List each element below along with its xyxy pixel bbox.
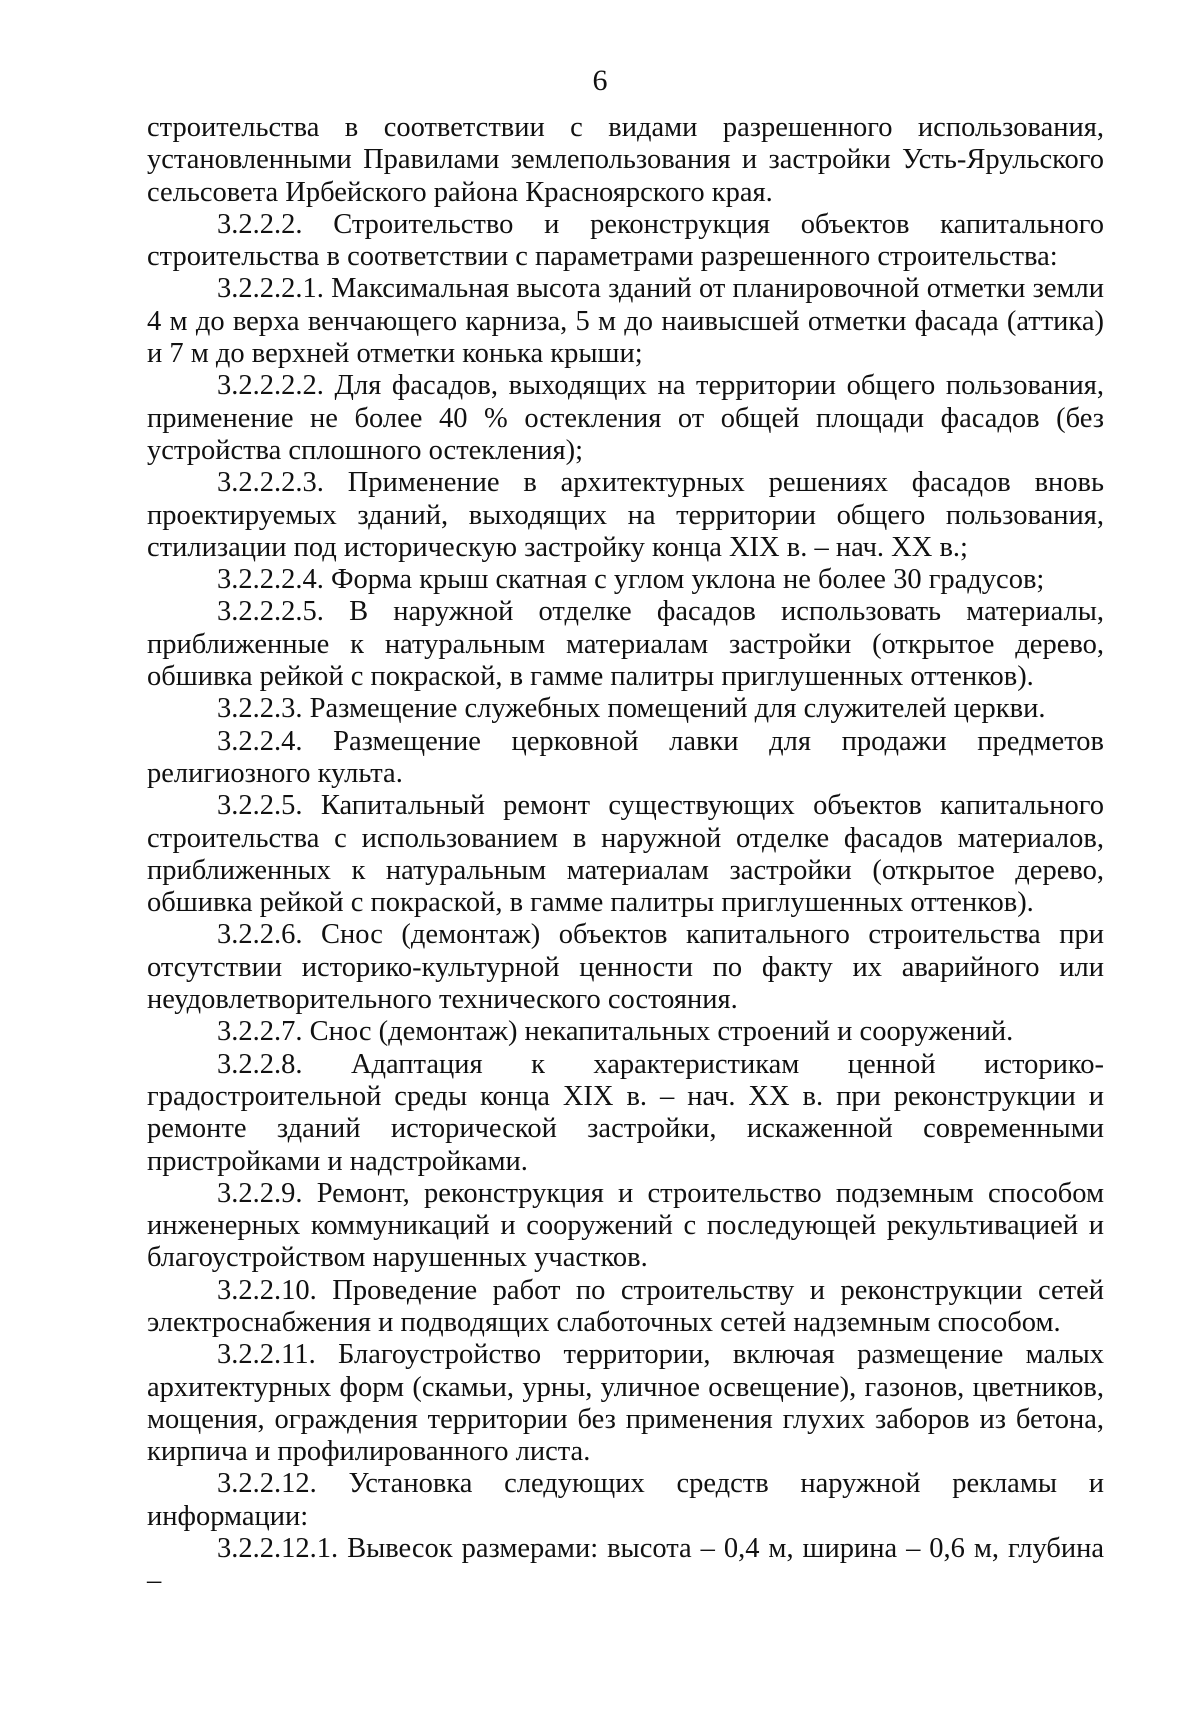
paragraph-number: 3.2.2.2. bbox=[217, 208, 303, 240]
paragraph-number: 3.2.2.6. bbox=[217, 919, 303, 951]
paragraph-3-2-2-7 bbox=[147, 1016, 1104, 1048]
paragraph-text: В наружной отделке фасадов использовать материалы, приближенные к натуральным материалам застройки (открытое дерево, обшивка рейкой с покраской, в гамме палитры приглушенных оттенков). bbox=[147, 596, 1104, 693]
paragraph-3-2-2-12 bbox=[147, 1468, 1104, 1533]
paragraph-text: Благоустройство территории, включая размещение малых архитектурных форм (скамьи, урны, уличное освещение), газонов, цветников, мощения, ограждения территории без применения глухих заборов из бетона, кирпича и профилированного листа. bbox=[147, 1339, 1104, 1468]
paragraph-number: 3.2.2.3. bbox=[217, 693, 303, 725]
paragraph-number: 3.2.2.7. bbox=[217, 1016, 303, 1048]
paragraph-3-2-2-8 bbox=[147, 1049, 1104, 1178]
paragraph-number: 3.2.2.2.2. bbox=[217, 370, 324, 402]
paragraph-3-2-2-10 bbox=[147, 1275, 1104, 1340]
paragraph-number: 3.2.2.12. bbox=[217, 1468, 317, 1500]
paragraph-number: 3.2.2.2.5. bbox=[217, 596, 324, 628]
paragraph-3-2-2-11 bbox=[147, 1339, 1104, 1468]
paragraph-text: Форма крыш скатная с углом уклона не более 30 градусов; bbox=[323, 564, 1045, 596]
paragraph-number: 3.2.2.5. bbox=[217, 790, 303, 822]
paragraph-text: Ремонт, реконструкция и строительство подземным способом инженерных коммуникаций и сооружений с последующей рекультивацией и благоустройством нарушенных участков. bbox=[147, 1177, 1104, 1274]
paragraph-number: 3.2.2.2.4. bbox=[217, 564, 324, 596]
paragraph-number: 3.2.2.2.3. bbox=[217, 467, 324, 499]
document-body bbox=[147, 112, 1104, 1598]
paragraph-number: 3.2.2.9. bbox=[217, 1177, 303, 1209]
paragraph-text: Для фасадов, выходящих на территории общего пользования, применение не более 40 % остекления от общей площади фасадов (без устройства сплошного остекления); bbox=[147, 370, 1104, 466]
paragraph-text: Строительство и реконструкция объектов капитального строительства в соответствии с параметрами разрешенного строительства: bbox=[147, 208, 1104, 273]
paragraph-3-2-2-2-1 bbox=[147, 273, 1104, 370]
paragraph-number: 3.2.2.11. bbox=[217, 1339, 316, 1371]
paragraph-3-2-2-2-2 bbox=[147, 370, 1104, 467]
paragraph-text: Установка следующих средств наружной рекламы и информации: bbox=[147, 1468, 1104, 1532]
paragraph-text: Капитальный ремонт существующих объектов капитального строительства с использованием в наружной отделке фасадов материалов, приближенных к натуральным материалам застройки (открытое дерево, обшивка рейкой с покраской, в гамме палитры приглушенных оттенков). bbox=[147, 790, 1104, 919]
paragraph-text: Применение в архитектурных решениях фасадов вновь проектируемых зданий, выходящих на территории общего пользования, стилизации под историческую застройку конца XIX в. – нач. XX в.; bbox=[147, 467, 1104, 563]
paragraph-text: Проведение работ по строительству и реконструкции сетей электроснабжения и подводящих слаботочных сетей надземным способом. bbox=[147, 1274, 1104, 1338]
paragraph-text: Снос (демонтаж) объектов капитального строительства при отсутствии историко-культурной ценности по факту их аварийного или неудовлетворительного технического состояния. bbox=[147, 919, 1104, 1016]
paragraph-3-2-2-5 bbox=[147, 790, 1104, 919]
paragraph-number: 3.2.2.10. bbox=[217, 1274, 317, 1306]
paragraph-3-2-2-2 bbox=[147, 209, 1104, 274]
paragraph-text: Размещение служебных помещений для служителей церкви. bbox=[302, 693, 1046, 725]
paragraph-3-2-2-4 bbox=[147, 726, 1104, 791]
page-number: 6 bbox=[592, 64, 608, 97]
paragraph-text: Размещение церковной лавки для продажи предметов религиозного культа. bbox=[147, 725, 1104, 789]
paragraph-text: Максимальная высота зданий от планировочной отметки земли 4 м до верха венчающего карниза, 5 м до наивысшей отметки фасада (аттика) и 7 м до верхней отметки конька крыши; bbox=[147, 273, 1104, 370]
paragraph-3-2-2-9 bbox=[147, 1178, 1104, 1275]
paragraph-text: строительства в соответствии с видами разрешенного использования, установленными Правилами землепользования и застройки Усть-Ярульского сельсовета Ирбейского района Красноярского края. bbox=[147, 112, 1104, 208]
paragraph-3-2-2-12-1 bbox=[147, 1533, 1104, 1598]
paragraph-3-2-2-2-3 bbox=[147, 467, 1104, 564]
paragraph-text: Вывесок размерами: высота – 0,4 м, ширина – 0,6 м, глубина – bbox=[147, 1533, 1104, 1597]
paragraph-3-2-2-3 bbox=[147, 693, 1104, 725]
paragraph-3-2-2-2-5 bbox=[147, 596, 1104, 693]
paragraph-number: 3.2.2.8. bbox=[217, 1048, 303, 1080]
paragraph-text: Снос (демонтаж) некапитальных строений и сооружений. bbox=[302, 1016, 1014, 1048]
paragraph-number: 3.2.2.2.1. bbox=[217, 273, 324, 305]
paragraph-text: Адаптация к характеристикам ценной историко-градостроительной среды конца XIX в. – нач. XX в. при реконструкции и ремонте зданий исторической застройки, искаженной современными пристройками и надстройками. bbox=[147, 1048, 1104, 1177]
paragraph-number: 3.2.2.4. bbox=[217, 725, 303, 757]
paragraph-continuation bbox=[147, 112, 1104, 209]
paragraph-3-2-2-2-4 bbox=[147, 564, 1104, 596]
paragraph-number: 3.2.2.12.1. bbox=[217, 1533, 339, 1565]
paragraph-3-2-2-6 bbox=[147, 919, 1104, 1016]
